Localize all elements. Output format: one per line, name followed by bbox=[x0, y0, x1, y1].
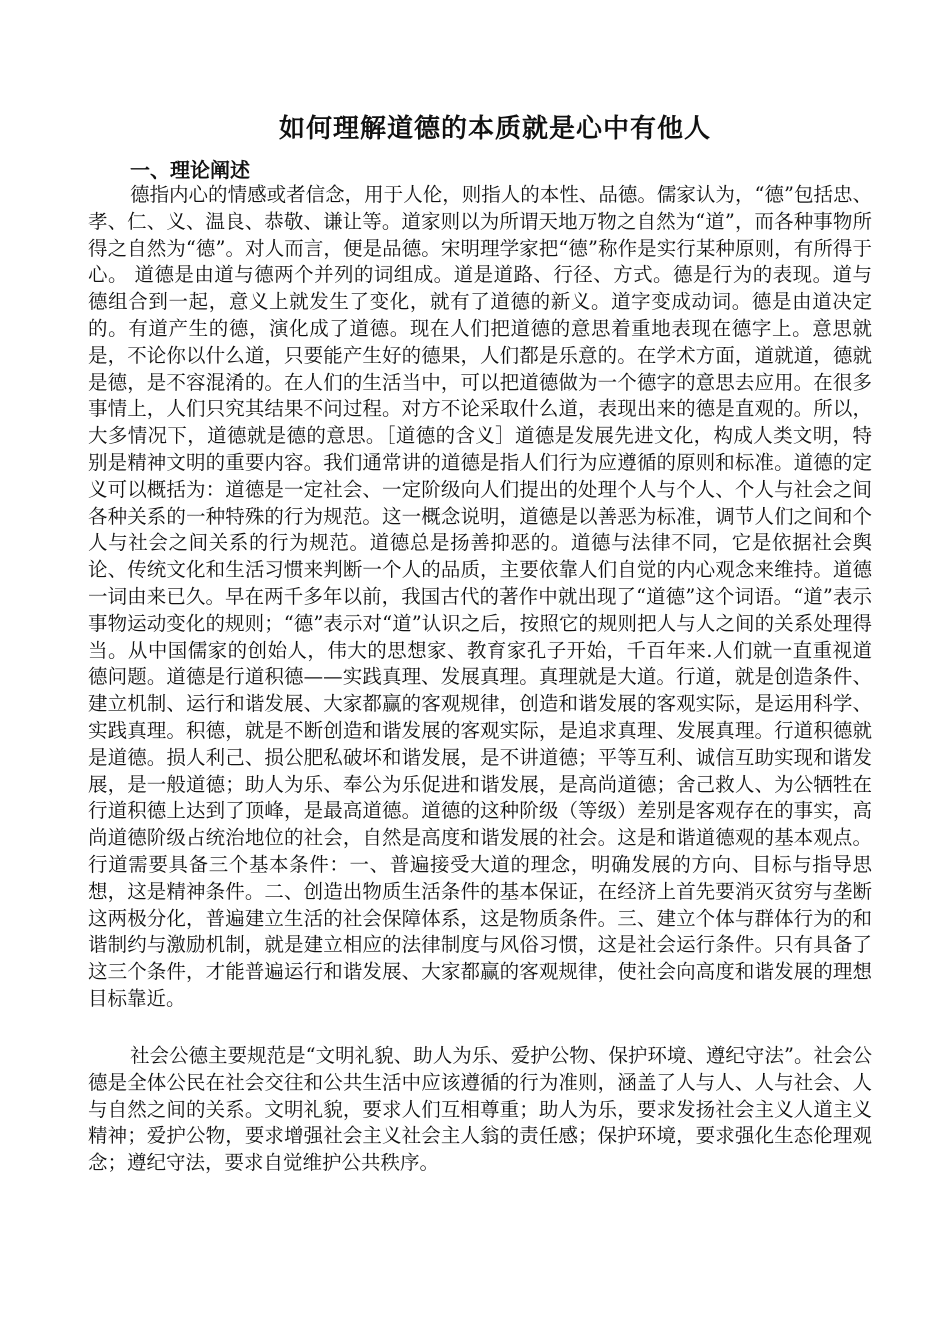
document-title: 如何理解道德的本质就是心中有他人 bbox=[278, 114, 711, 144]
body-paragraph-1: 德指内心的情感或者信念，用于人伦，则指人的本性、品德。儒家认为，“德”包括忠、孝、仁、义、温良、恭敬、谦让等。道家则以为所谓天地万物之自然为“道”，而各种事物所得之自然为“德”。对人而言，便是品德。宋明理学家把“德”称作是实行某种原则，有所得于心。 道德是由道与德两个并列的词组成。道是道路、行径、方式。德是行为的表现。道与德组合到一起，意义上就发生了变化，就有了道德的新义。道字变成动词。德是由道决定的。有道产生的德，演化成了道德。现在人们把道德的意思着重地表现在德字上。意思就是，不论你以什么道，只要能产生好的德果，人们都是乐意的。在学术方面，道就道，德就是德，是不容混淆的。在人们的生活当中，可以把道德做为一个德字的意思去应用。在很多事情上，人们只究其结果不问过程。对方不论采取什么道，表现出来的德是直观的。所以，大多情况下，道德就是德的意思。［道德的含义］道德是发展先进文化，构成人类文明，特别是精神文明的重要内容。我们通常讲的道德是指人们行为应遵循的原则和标准。道德的定义可以概括为：道德是一定社会、一定阶级向人们提出的处理个人与个人、个人与社会之间各种关系的一种特殊的行为规范。这一概念说明，道德是以善恶为标准，调节人们之间和个人与社会之间关系的行为规范。道德总是扬善抑恶的。道德与法律不同，它是依据社会舆论、传统文化和生活习惯来判断一个人的品质，主要依靠人们自觉的内心观念来维持。道德一词由来已久。早在两千多年以前，我国古代的著作中就出现了“道德”这个词语。“道”表示事物运动变化的规则；“德”表示对“道”认识之后，按照它的规则把人与人之间的关系处理得当。从中国儒家的创始人，伟大的思想家、教育家孔子开始，千百年来.人们就一直重视道德问题。道德是行道积德——实践真理、发展真理。真理就是大道。行道，就是创造条件、建立机制、运行和谐发展、大家都赢的客观规律，创造和谐发展的客观实际，是运用科学、实践真理。积德，就是不断创造和谐发展的客观实际，是追求真理、发展真理。行道积德就是道德。损人利己、损公肥私破坏和谐发展，是不讲道德；平等互利、诚信互助实现和谐发展，是一般道德；助人为乐、奉公为乐促进和谐发展，是高尚道德；舍己救人、为公牺牲在行道积德上达到了顶峰，是最高道德。道德的这种阶级（等级）差别是客观存在的事实，高尚道德阶级占统治地位的社会，自然是高度和谐发展的社会。这是和谐道德观的基本观点。行道需要具备三个基本条件：一、普遍接受大道的理念，明确发展的方向、目标与指导思想，这是精神条件。二、创造出物质生活条件的基本保证，在经济上首先要消灭贫穷与垄断这两极分化，普遍建立生活的社会保障体系，这是物质条件。三、建立个体与群体行为的和谐制约与激励机制，就是建立相应的法律制度与风俗习惯，这是社会运行条件。只有具备了这三个条件，才能普遍运行和谐发展、大家都赢的客观规律，使社会向高度和谐发展的理想目标靠近。 bbox=[88, 183, 872, 1010]
body-paragraph-2: 社会公德主要规范是“文明礼貌、助人为乐、爱护公物、保护环境、遵纪守法”。社会公德是全体公民在社会交往和公共生活中应该遵循的行为准则，涵盖了人与人、人与社会、人与自然之间的关系。文明礼貌，要求人们互相尊重；助人为乐，要求发扬社会主义人道主义精神；爱护公物，要求增强社会主义社会主人翁的责任感；保护环境，要求强化生态伦理观念；遵纪守法，要求自觉维护公共秩序。 bbox=[88, 1044, 872, 1175]
section-heading: 一、理论阐述 bbox=[130, 158, 250, 182]
